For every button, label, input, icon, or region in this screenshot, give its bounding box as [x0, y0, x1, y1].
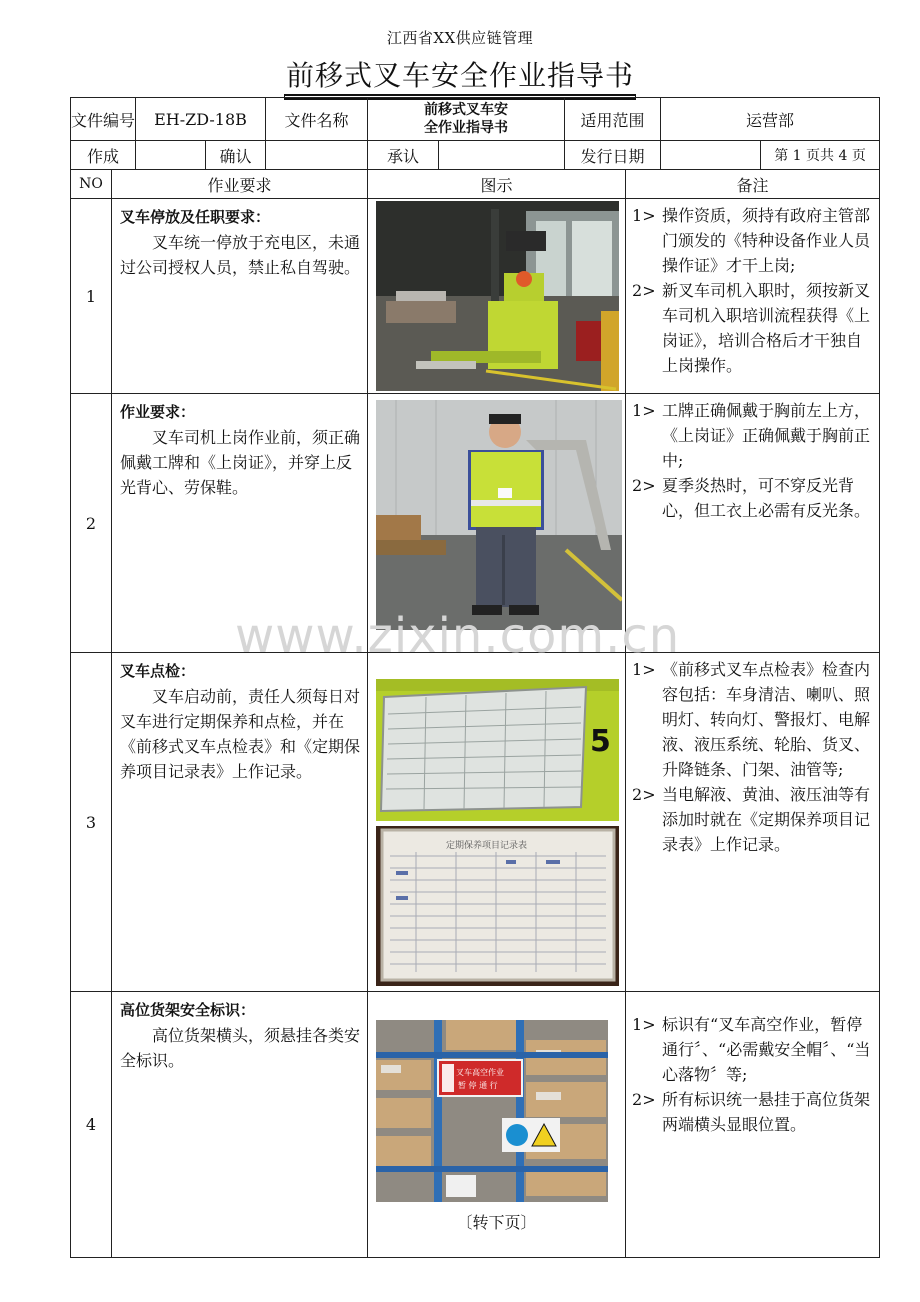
svg-text:暂 停 通 行: 暂 停 通 行: [458, 1081, 498, 1090]
requirement-body: 叉车统一停放于充电区，未通过公司授权人员，禁止私自驾驶。: [120, 233, 361, 277]
illustration-cell: [368, 199, 626, 394]
continue-note: 〔转下页〕: [456, 1213, 537, 1232]
doc-name-label: 文件名称: [266, 98, 368, 141]
note-item: 2> 所有标识统一悬挂于高位货架两端横头显眼位置。: [632, 1090, 871, 1134]
note-item: 1> 标识有“叉车高空作业，暂停通行〞、“必需戴安全帽〞、“当心落物〞等;: [632, 1015, 871, 1084]
col-header-no: NO: [71, 170, 112, 199]
svg-text:5: 5: [590, 724, 611, 759]
document-title: 前移式叉车安全作业指导书: [0, 54, 920, 94]
notes-cell: [626, 199, 880, 394]
note-item: 2> 新叉车司机入职时，须按新叉车司机入职培训流程获得《上岗证》，培训合格后才干独自上岗操作。: [632, 281, 871, 375]
maintenance-record-photo: [376, 826, 619, 986]
requirement-title: 叉车点检：: [120, 662, 196, 680]
scope-value: 运营部: [661, 98, 880, 141]
inspection-sheet-photo: [376, 679, 619, 821]
instruction-table: [70, 97, 880, 1258]
illustration-cell: [368, 992, 626, 1258]
made-by-value: [136, 141, 206, 170]
requirement-body: 叉车启动前，责任人须每日对叉车进行定期保养和点检，并在《前移式叉车点检表》和《定期保养项目记录表》上作记录。: [120, 687, 361, 781]
requirement-title: 叉车停放及任职要求：: [120, 208, 271, 226]
rack-sign-photo: [376, 1020, 608, 1202]
row-number: 2: [71, 394, 112, 653]
row-number: 4: [71, 992, 112, 1258]
svg-text:叉车高空作业: 叉车高空作业: [456, 1068, 505, 1077]
note-item: 1> 《前移式叉车点检表》检查内容包括：车身清洁、喇叭、照明灯、转向灯、警报灯、电解液、液压系统、轮胎、货叉、升降链条、门架、油管等;: [632, 660, 871, 779]
note-item: 2> 夏季炎热时，可不穿反光背心，但工衣上必需有反光条。: [632, 476, 871, 520]
note-item: 2> 当电解液、黄油、液压油等有添加时就在《定期保养项目记录表》上作记录。: [632, 785, 871, 854]
table-row: [71, 653, 880, 992]
notes-cell: [626, 653, 880, 992]
requirement-cell: [112, 992, 368, 1258]
table-row: [71, 992, 880, 1258]
watermark: www.zixin.com.cn: [235, 608, 681, 664]
issue-date-value: [661, 141, 761, 170]
requirement-cell: [112, 653, 368, 992]
doc-no-value: EH-ZD-18B: [136, 98, 266, 141]
confirm-label: 确认: [206, 141, 266, 170]
col-header-note: 备注: [626, 170, 880, 199]
note-item: 1> 操作资质，须持有政府主管部门颁发的《特种设备作业人员操作证》才干上岗;: [632, 206, 871, 275]
confirm-value: [266, 141, 368, 170]
row-number: 3: [71, 653, 112, 992]
col-header-pic: 图示: [368, 170, 626, 199]
illustration-cell: [368, 653, 626, 992]
requirement-title: 高位货架安全标识：: [120, 1001, 256, 1019]
requirement-title: 作业要求：: [120, 403, 196, 421]
scope-label: 适用范围: [565, 98, 661, 141]
notes-cell: [626, 992, 880, 1258]
table-row: [71, 199, 880, 394]
svg-text:定期保养项目记录表: 定期保养项目记录表: [446, 841, 528, 851]
row-number: 1: [71, 199, 112, 394]
forklift-photo: [376, 201, 619, 391]
col-header-req: 作业要求: [112, 170, 368, 199]
page-header: 江西省XX供应链管理: [386, 29, 534, 47]
requirement-cell: [112, 199, 368, 394]
page-info: 第 1 页共 4 页: [761, 141, 880, 170]
approve-value: [439, 141, 565, 170]
approve-label: 承认: [368, 141, 439, 170]
note-item: 1> 工牌正确佩戴于胸前左上方，《上岗证》正确佩戴于胸前正中;: [632, 401, 871, 470]
doc-name-value: 前移式叉车安 全作业指导书: [368, 98, 565, 141]
doc-no-label: 文件编号: [71, 98, 136, 141]
requirement-body: 高位货架横头，须悬挂各类安全标识。: [120, 1026, 361, 1070]
made-by-label: 作成: [71, 141, 136, 170]
issue-date-label: 发行日期: [565, 141, 661, 170]
requirement-body: 叉车司机上岗作业前，须正确佩戴工牌和《上岗证》，并穿上反光背心、劳保鞋。: [120, 428, 361, 497]
operator-photo: [376, 400, 622, 630]
